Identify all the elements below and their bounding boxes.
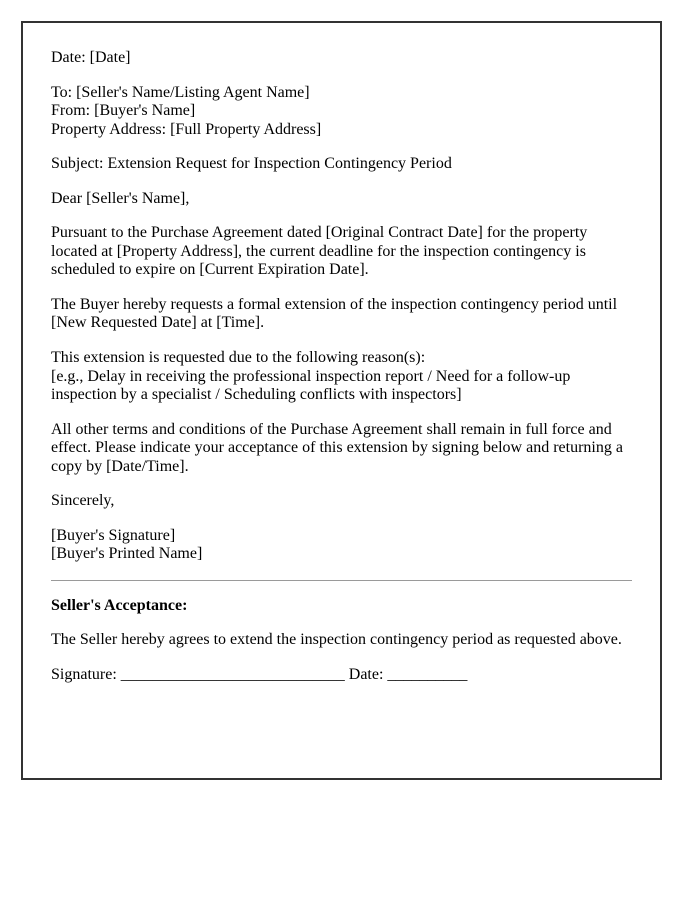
- date-blank-line: __________: [387, 666, 468, 684]
- recipient-block: [51, 84, 632, 140]
- from-line: From: [Buyer's Name]: [51, 102, 196, 120]
- signature-label: Signature:: [51, 666, 117, 684]
- acceptance-heading: Seller's Acceptance:: [51, 596, 188, 614]
- buyer-signature-block: [51, 527, 632, 564]
- letter-page: [21, 21, 662, 780]
- property-address-line: Property Address: [Full Property Address]: [51, 120, 322, 138]
- paragraph-terms: All other terms and conditions of the Purchase Agreement shall remain in full force and effect. Please indicate your acceptance of this extension by signing below and returning a copy by [Date/Time].: [51, 420, 623, 475]
- reason-example-line: [e.g., Delay in receiving the professional inspection report / Need for a follow-up inspection by a specialist / Scheduling conflicts with inspectors]: [51, 367, 571, 404]
- date-label: Date:: [348, 666, 384, 684]
- buyer-signature-placeholder: [Buyer's Signature]: [51, 526, 176, 544]
- reason-paragraph: [51, 349, 632, 405]
- paragraph-extension-request: The Buyer hereby requests a formal extension of the inspection contingency period until [New Requested Date] at [Time].: [51, 295, 618, 332]
- paragraph-pursuant: Pursuant to the Purchase Agreement dated [Original Contract Date] for the property located at [Property Address], the current deadline for the inspection contingency is scheduled to expire on [Current Expiration Date].: [51, 224, 588, 279]
- acceptance-statement: The Seller hereby agrees to extend the inspection contingency period as requested above.: [51, 631, 622, 649]
- signature-blank-line: ____________________________: [120, 666, 345, 684]
- closing-sincerely: Sincerely,: [51, 492, 115, 510]
- acceptance-signature-line: [51, 666, 632, 685]
- reason-intro-line: This extension is requested due to the following reason(s):: [51, 349, 426, 367]
- to-line: To: [Seller's Name/Listing Agent Name]: [51, 83, 310, 101]
- date-line: Date: [Date]: [51, 49, 131, 66]
- buyer-printed-name-placeholder: [Buyer's Printed Name]: [51, 545, 203, 563]
- section-divider: [51, 580, 632, 581]
- salutation: Dear [Seller's Name],: [51, 189, 190, 207]
- subject-line: Subject: Extension Request for Inspection Contingency Period: [51, 155, 452, 173]
